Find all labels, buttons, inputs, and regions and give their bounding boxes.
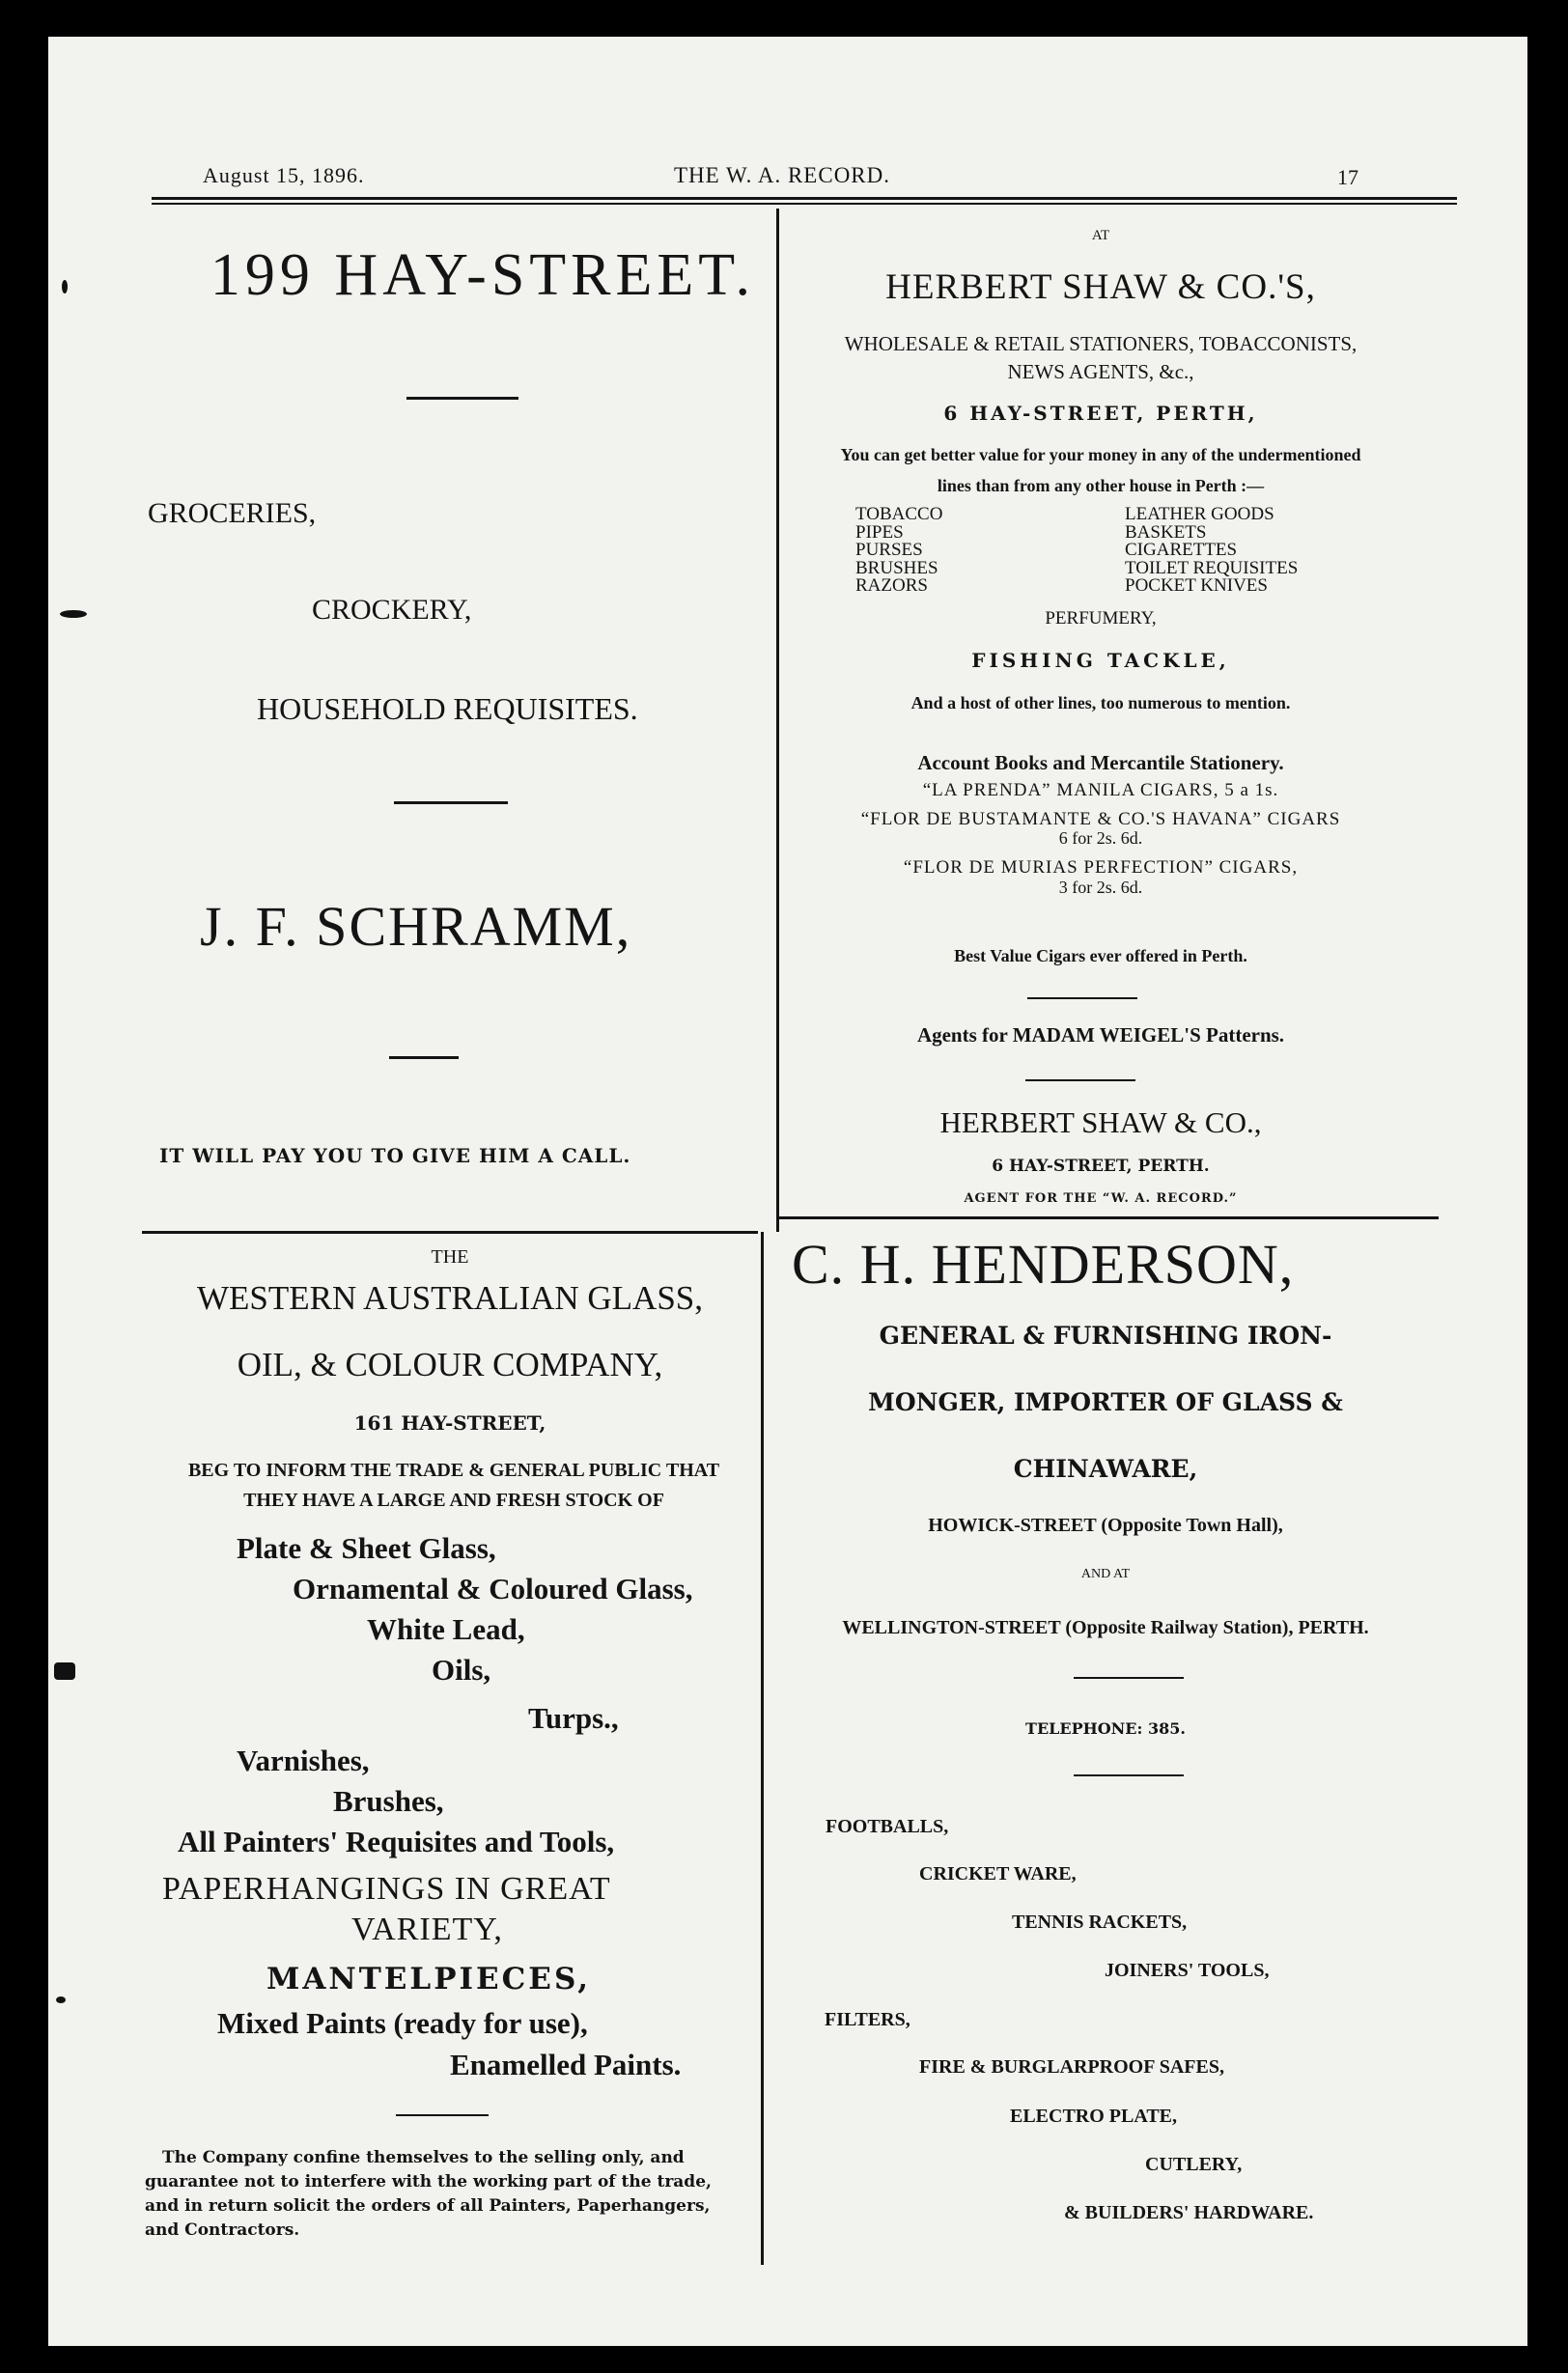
glass-item: Oils, bbox=[432, 1653, 491, 1687]
glass-variety: VARIETY, bbox=[351, 1912, 503, 1947]
shaw-best-value: Best Value Cigars ever offered in Perth. bbox=[954, 946, 1247, 965]
scan-mark bbox=[56, 1996, 66, 2003]
shaw-host: And a host of other lines, too numerous to mention. bbox=[910, 693, 1291, 712]
glass-note-2: guarantee not to interfere with the working part of the trade, bbox=[145, 2172, 712, 2192]
shaw-fishing: FISHING TACKLE, bbox=[971, 649, 1230, 672]
shaw-list-item: BASKETS bbox=[1125, 521, 1207, 543]
glass-item: Turps., bbox=[528, 1701, 619, 1735]
shaw-list-col-1 bbox=[855, 506, 942, 596]
glass-the: THE bbox=[431, 1246, 469, 1268]
divider bbox=[1074, 1677, 1184, 1679]
scan-mark bbox=[62, 280, 68, 293]
shaw-address: 6 HAY-STREET, PERTH, bbox=[943, 402, 1258, 425]
shaw-agents: Agents for MADAM WEIGEL'S Patterns. bbox=[916, 1023, 1285, 1047]
shaw-name: HERBERT SHAW & CO., bbox=[939, 1105, 1262, 1139]
shaw-list-item: TOBACCO bbox=[855, 504, 943, 524]
header-rule bbox=[152, 197, 1457, 200]
schramm-crockery: CROCKERY, bbox=[312, 594, 472, 626]
divider bbox=[406, 397, 518, 400]
shaw-list-item: PURSES bbox=[855, 540, 923, 560]
shaw-desc-2: NEWS AGENTS, &c., bbox=[1007, 360, 1194, 383]
henderson-item: ELECTRO PLATE, bbox=[1010, 2106, 1177, 2127]
henderson-item: FILTERS, bbox=[825, 2009, 910, 2030]
divider bbox=[1074, 1774, 1184, 1776]
schramm-address: 199 HAY-STREET. bbox=[210, 242, 756, 308]
divider bbox=[1027, 997, 1137, 999]
henderson-desc-1: GENERAL & FURNISHING IRON- bbox=[879, 1322, 1332, 1350]
henderson-desc-2: MONGER, IMPORTER OF GLASS & bbox=[868, 1388, 1343, 1416]
shaw-perfumery: PERFUMERY, bbox=[1045, 608, 1157, 628]
shaw-list-item: PIPES bbox=[855, 521, 904, 543]
scan-mark bbox=[54, 1662, 75, 1680]
glass-note-3: and in return solicit the orders of all Painters, Paperhangers, bbox=[145, 2196, 711, 2216]
henderson-item: & BUILDERS' HARDWARE. bbox=[1064, 2202, 1314, 2223]
newspaper-page bbox=[48, 37, 1527, 2346]
divider bbox=[396, 2114, 489, 2116]
schramm-tagline: IT WILL PAY YOU TO GIVE HIM A CALL. bbox=[159, 1144, 631, 1167]
header-page-number: 17 bbox=[1337, 165, 1358, 189]
shaw-agent: AGENT FOR THE “W. A. RECORD.” bbox=[964, 1191, 1238, 1206]
henderson-name: C. H. HENDERSON, bbox=[792, 1233, 1295, 1296]
glass-mixed-paints: Mixed Paints (ready for use), bbox=[217, 2006, 588, 2040]
header-paper-name: THE W. A. RECORD. bbox=[673, 163, 891, 187]
glass-item: Varnishes, bbox=[237, 1744, 370, 1777]
shaw-list-col-2 bbox=[1125, 506, 1298, 596]
henderson-telephone: TELEPHONE: 385. bbox=[1025, 1719, 1186, 1738]
shaw-cigar-3: “FLOR DE MURIAS PERFECTION” CIGARS, bbox=[903, 857, 1299, 878]
glass-title-1: WESTERN AUSTRALIAN GLASS, bbox=[196, 1279, 704, 1317]
glass-item: All Painters' Requisites and Tools, bbox=[178, 1825, 615, 1858]
column-divider-upper bbox=[776, 209, 779, 1232]
henderson-howick: HOWICK-STREET (Opposite Town Hall), bbox=[928, 1515, 1283, 1536]
glass-note-4: and Contractors. bbox=[145, 2220, 300, 2240]
glass-item: Brushes, bbox=[333, 1784, 444, 1818]
scan-edge-mark bbox=[1527, 999, 1547, 1040]
glass-beg-1: BEG TO INFORM THE TRADE & GENERAL PUBLIC THAT bbox=[187, 1460, 720, 1481]
glass-item: White Lead, bbox=[367, 1612, 525, 1646]
henderson-item: CRICKET WARE, bbox=[919, 1863, 1077, 1884]
henderson-item: FOOTBALLS, bbox=[826, 1816, 949, 1837]
divider bbox=[1025, 1079, 1135, 1081]
scan-mark bbox=[60, 610, 87, 618]
shaw-title: HERBERT SHAW & CO.'S, bbox=[885, 267, 1316, 307]
shaw-list-item: RAZORS bbox=[855, 575, 928, 596]
henderson-item: JOINERS' TOOLS, bbox=[1105, 1960, 1270, 1981]
shaw-list-item: LEATHER GOODS bbox=[1125, 504, 1274, 524]
shaw-cigar-1: “LA PRENDA” MANILA CIGARS, 5 a 1s. bbox=[922, 780, 1279, 800]
shaw-at: AT bbox=[1091, 228, 1110, 243]
glass-title-2: OIL, & COLOUR COMPANY, bbox=[237, 1346, 663, 1383]
divider bbox=[394, 801, 508, 804]
shaw-cigar-2-price: 6 for 2s. 6d. bbox=[1058, 828, 1143, 848]
shaw-value-1: You can get better value for your money in any of the undermentioned bbox=[840, 445, 1361, 464]
henderson-item: CUTLERY, bbox=[1145, 2154, 1243, 2175]
shaw-cigar-3-price: 3 for 2s. 6d. bbox=[1058, 878, 1143, 897]
divider bbox=[389, 1056, 459, 1059]
shaw-list-item: BRUSHES bbox=[855, 557, 938, 578]
schramm-household: HOUSEHOLD REQUISITES. bbox=[257, 691, 638, 726]
shaw-account: Account Books and Mercantile Stationery. bbox=[917, 751, 1284, 774]
shaw-list-item: CIGARETTES bbox=[1125, 540, 1238, 560]
glass-item: Plate & Sheet Glass, bbox=[237, 1531, 496, 1565]
column-divider-lower bbox=[761, 1232, 764, 2265]
glass-mantelpieces: MANTELPIECES, bbox=[266, 1962, 592, 1996]
glass-enamelled: Enamelled Paints. bbox=[450, 2048, 682, 2081]
shaw-list-item: POCKET KNIVES bbox=[1125, 575, 1268, 596]
glass-beg-2: THEY HAVE A LARGE AND FRESH STOCK OF bbox=[243, 1490, 664, 1511]
henderson-item: TENNIS RACKETS, bbox=[1012, 1912, 1188, 1933]
glass-note-1: The Company confine themselves to the selling only, and bbox=[162, 2148, 685, 2167]
schramm-name: J. F. SCHRAMM, bbox=[200, 895, 632, 958]
header-rule-thin bbox=[152, 203, 1457, 205]
shaw-value-2: lines than from any other house in Perth :— bbox=[937, 476, 1265, 495]
henderson-wellington: WELLINGTON-STREET (Opposite Railway Station), PERTH. bbox=[842, 1617, 1369, 1638]
henderson-and-at: AND AT bbox=[1080, 1567, 1131, 1581]
schramm-groceries: GROCERIES, bbox=[148, 497, 317, 529]
shaw-address-2: 6 HAY-STREET, PERTH. bbox=[992, 1157, 1210, 1176]
shaw-cigar-2: “FLOR DE BUSTAMANTE & CO.'S HAVANA” CIGARS bbox=[860, 809, 1341, 829]
henderson-desc-3: CHINAWARE, bbox=[1013, 1455, 1198, 1483]
shaw-list-item: TOILET REQUISITES bbox=[1125, 557, 1299, 578]
henderson-item: FIRE & BURGLARPROOF SAFES, bbox=[919, 2056, 1224, 2078]
section-rule-right bbox=[777, 1216, 1439, 1219]
section-rule-left bbox=[142, 1231, 758, 1234]
glass-item: Ornamental & Coloured Glass, bbox=[293, 1572, 693, 1605]
shaw-desc-1: WHOLESALE & RETAIL STATIONERS, TOBACCONISTS, bbox=[844, 332, 1358, 355]
glass-address: 161 HAY-STREET, bbox=[353, 1411, 546, 1435]
glass-paperhangings: PAPERHANGINGS IN GREAT bbox=[162, 1871, 611, 1907]
header-date: August 15, 1896. bbox=[203, 163, 365, 187]
